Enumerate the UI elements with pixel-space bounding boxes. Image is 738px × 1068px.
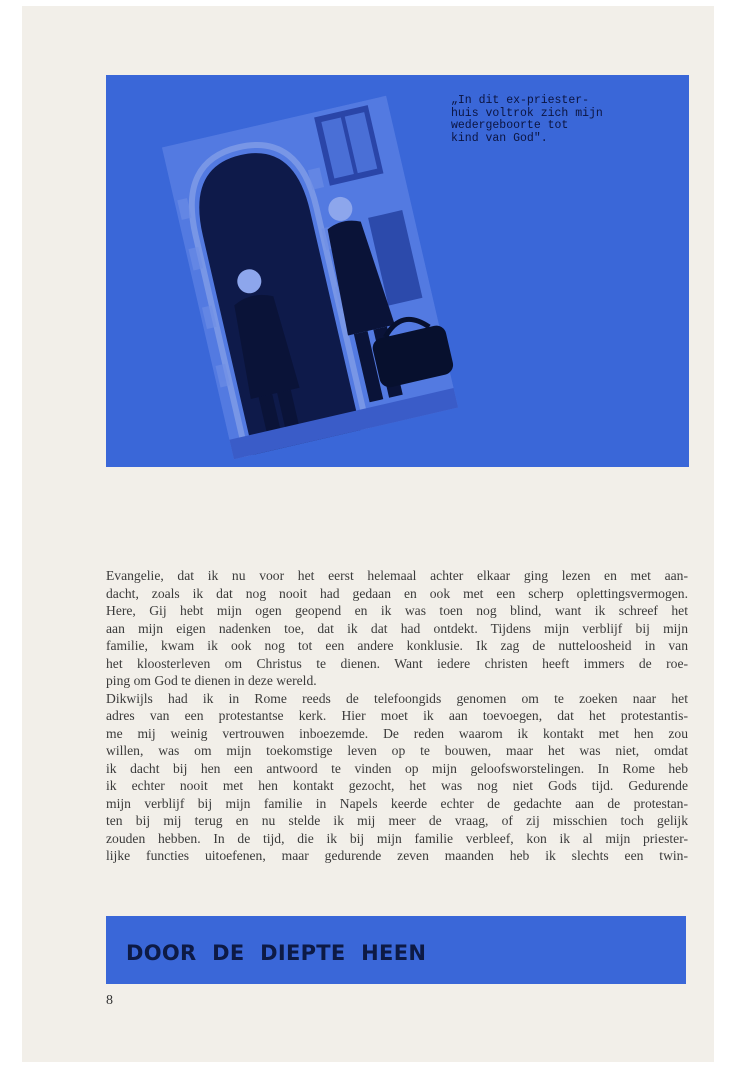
- text-line: ik echter nooit met hen kontakt gezocht, het was nog niet Gods tijd. Gedurende: [106, 778, 688, 793]
- text-line: ten bij mij terug en nu stelde ik mij meer de vraag, of zij misschien toch gelijk: [106, 813, 688, 828]
- photo-panel: [106, 75, 689, 467]
- text-line: lijke functies uitoefenen, maar gedurende zeven maanden heb ik slechts een twin-: [106, 848, 688, 863]
- text-line: Here, Gij hebt mijn ogen geopend en ik was toen nog blind, want ik schreef het: [106, 603, 688, 618]
- text-line: ping om God te dienen in deze wereld.: [106, 673, 317, 688]
- text-line: familie, kwam ik ook nog tot een andere konklusie. Ik zag de nutteloosheid in van: [106, 638, 688, 653]
- text-line: willen, was om mijn toekomstige leven op te bouwen, maar het was niet, omdat: [106, 743, 688, 758]
- text-line: Dikwijls had ik in Rome reeds de telefoongids genomen om te zoeken naar het: [106, 690, 688, 706]
- text-line: adres van een protestantse kerk. Hier moet ik aan toevoegen, dat het protestantis-: [106, 708, 688, 723]
- body-text: [106, 567, 688, 865]
- text-line: mijn verblijf bij mijn familie in Napels keerde echter de gedachte aan de protestan-: [106, 795, 688, 811]
- banner-title: DOOR DE DIEPTE HEEN: [126, 941, 427, 965]
- text-line: Evangelie, dat ik nu voor het eerst helemaal achter elkaar ging lezen en met aan-: [106, 568, 688, 583]
- text-line: aan mijn eigen nadenken toe, dat ik dat had ontdekt. Tijdens mijn verblijf bij mijn: [106, 620, 688, 636]
- text-line: zouden hebben. In de tijd, die ik bij mijn familie verbleef, kon ik al mijn priester-: [106, 830, 688, 846]
- chapter-banner: [106, 916, 686, 984]
- text-line: ik dacht bij hen een antwoord te vinden op mijn geloofsworstelingen. In Rome heb: [106, 760, 688, 776]
- text-line: me mij weinig vertrouwen inboezemde. De reden waarom ik kontakt met hen zou: [106, 725, 688, 741]
- photo-caption: „In dit ex-priester- huis voltrok zich mijn wedergeboorte tot kind van God".: [451, 94, 603, 145]
- text-line: het kloosterleven om Christus te dienen. Want iedere christen heeft immers de roe-: [106, 655, 688, 671]
- text-line: dacht, zoals ik dat nog nooit had gedaan en ook met een scherp oplettingsvermogen.: [106, 585, 688, 601]
- page-number: 8: [106, 993, 113, 1008]
